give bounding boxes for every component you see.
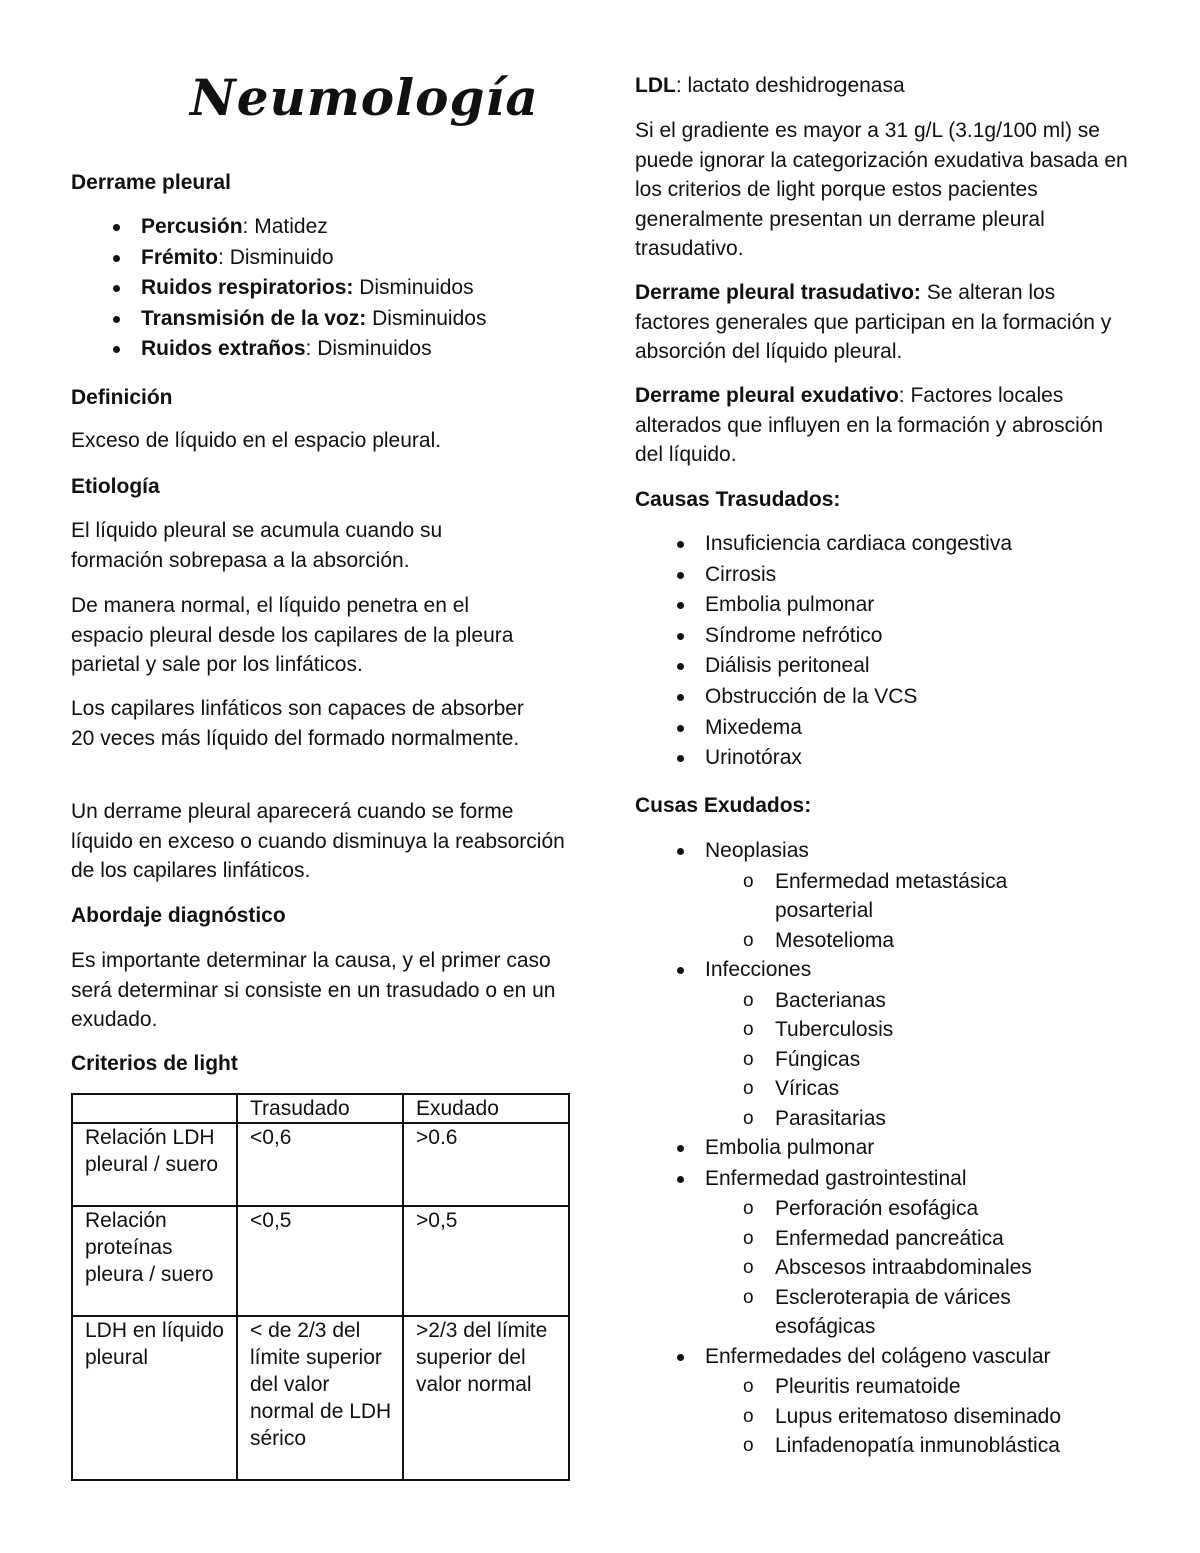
table-cell: >0.6 [403, 1123, 569, 1206]
table-row [72, 1316, 569, 1480]
gradiente-text: Si el gradiente es mayor a 31 g/L (3.1g/100 ml) se puede ignorar la categorización exudativa basada en los criterios de light porque estos pacientes generalmente presentan un derrame pleural trasudativo. [635, 119, 1128, 260]
list-item: Cirrosis [635, 560, 1155, 591]
etiologia-paragraph: De manera normal, el líquido penetra en el espacio pleural desde los capilares de la pleura parietal y sale por los linfáticos. [71, 594, 514, 676]
table-row [72, 1206, 569, 1316]
sub-list-item: o Pleuritis reumatoide [635, 1372, 1155, 1402]
sub-list-item: o Enfermedad pancreática [635, 1224, 1155, 1254]
sub-list-item: o Enfermedad metastásica posarterial [635, 867, 1035, 926]
list-item: Síndrome nefrótico [635, 621, 1155, 652]
exudativo-definition: Derrame pleural exudativo: Factores locales alterados que influyen en la formación y abrosción del líquido. [635, 384, 1104, 466]
list-item: Insuficiencia cardiaca congestiva [635, 529, 1155, 560]
sub-list-item: o Víricas [635, 1074, 1155, 1104]
exudados-list [635, 836, 1155, 1461]
exam-item: Transmisión de la voz: Disminuidos [71, 304, 591, 335]
etiologia-paragraph: Un derrame pleural aparecerá cuando se forme líquido en exceso o cuando disminuya la reabsorción de los capilares linfáticos. [71, 800, 565, 882]
exam-item: Percusión: Matidez [71, 212, 591, 243]
list-item: Urinotórax [635, 743, 1155, 774]
table-header-cell [72, 1094, 237, 1123]
page-title: Neumología [190, 68, 539, 127]
table-header-cell: Exudado [403, 1094, 569, 1123]
table-cell: <0,6 [237, 1123, 403, 1206]
table-header-cell: Trasudado [237, 1094, 403, 1123]
sub-list [635, 1194, 1155, 1342]
exam-list [71, 212, 591, 365]
table-cell: >2/3 del límite superior del valor normal [403, 1316, 569, 1480]
sub-list-item: o Linfadenopatía inmunoblástica [635, 1431, 1155, 1461]
table-cell: Relación LDH pleural / suero [72, 1123, 237, 1206]
abordaje-heading: Abordaje diagnóstico [71, 904, 286, 927]
etiologia-heading: Etiología [71, 475, 160, 498]
sub-list-item: o Mesotelioma [635, 926, 1155, 956]
sub-list-item: o Perforación esofágica [635, 1194, 1155, 1224]
definicion-heading: Definición [71, 386, 173, 409]
table-cell: LDH en líquido pleural [72, 1316, 237, 1480]
sub-list-item: o Tuberculosis [635, 1015, 1155, 1045]
criterios-table [71, 1093, 570, 1481]
list-item: Enfermedad gastrointestinal o Perforación esofágica o Enfermedad pancreática o Abscesos intraabdominales o Escleroterapia de várices esofágicas [635, 1164, 1155, 1342]
sub-list-item: o Fúngicas [635, 1045, 1155, 1075]
etiologia-paragraph: El líquido pleural se acumula cuando su formación sobrepasa a la absorción. [71, 519, 443, 572]
sub-list [635, 1372, 1155, 1461]
list-item: Mixedema [635, 713, 1155, 744]
table-cell: < de 2/3 del límite superior del valor normal de LDH sérico [237, 1316, 403, 1480]
trasudados-list [635, 529, 1155, 774]
list-item: Embolia pulmonar [635, 1133, 1155, 1164]
list-item: Obstrucción de la VCS [635, 682, 1155, 713]
sub-list-item: o Abscesos intraabdominales [635, 1253, 1155, 1283]
sub-list-item: o Bacterianas [635, 986, 1155, 1016]
definicion-text: Exceso de líquido en el espacio pleural. [71, 429, 442, 452]
list-item: Enfermedades del colágeno vascular o Pleuritis reumatoide o Lupus eritematoso diseminado o Linfadenopatía inmunoblástica [635, 1342, 1155, 1461]
criterios-heading: Criterios de light [71, 1052, 238, 1075]
exudados-heading: Cusas Exudados: [635, 794, 812, 817]
exam-item: Ruidos extraños: Disminuidos [71, 334, 591, 365]
table-header-row [72, 1094, 569, 1123]
trasudados-heading: Causas Trasudados: [635, 488, 841, 511]
abordaje-text: Es importante determinar la causa, y el primer caso será determinar si consiste en un trasudado o en un exudado. [71, 949, 556, 1031]
sub-list [635, 867, 1155, 956]
trasudativo-definition: Derrame pleural trasudativo: Se alteran los factores generales que participan en la formación y absorción del líquido pleural. [635, 281, 1112, 363]
list-item: Diálisis peritoneal [635, 651, 1155, 682]
table-cell: <0,5 [237, 1206, 403, 1316]
table-row [72, 1123, 569, 1206]
exam-item: Frémito: Disminuido [71, 243, 591, 274]
list-item: Infecciones o Bacterianas o Tuberculosis o Fúngicas o Víricas o Parasitarias [635, 955, 1155, 1133]
sub-list-item: o Lupus eritematoso diseminado [635, 1402, 1155, 1432]
list-item: Embolia pulmonar [635, 590, 1155, 621]
etiologia-paragraph: Los capilares linfáticos son capaces de absorber 20 veces más líquido del formado normalmente. [71, 697, 524, 750]
sub-list-item: o Parasitarias [635, 1104, 1155, 1134]
sub-list [635, 986, 1155, 1134]
table-cell: Relación proteínas pleura / suero [72, 1206, 237, 1316]
list-item: Neoplasias o Enfermedad metastásica posarterial o Mesotelioma [635, 836, 1155, 955]
table-cell: >0,5 [403, 1206, 569, 1316]
exam-item: Ruidos respiratorios: Disminuidos [71, 273, 591, 304]
sub-list-item: o Escleroterapia de várices esofágicas [635, 1283, 1065, 1342]
ldl-line: LDL: lactato deshidrogenasa [635, 74, 905, 97]
derrame-heading: Derrame pleural [71, 171, 231, 194]
